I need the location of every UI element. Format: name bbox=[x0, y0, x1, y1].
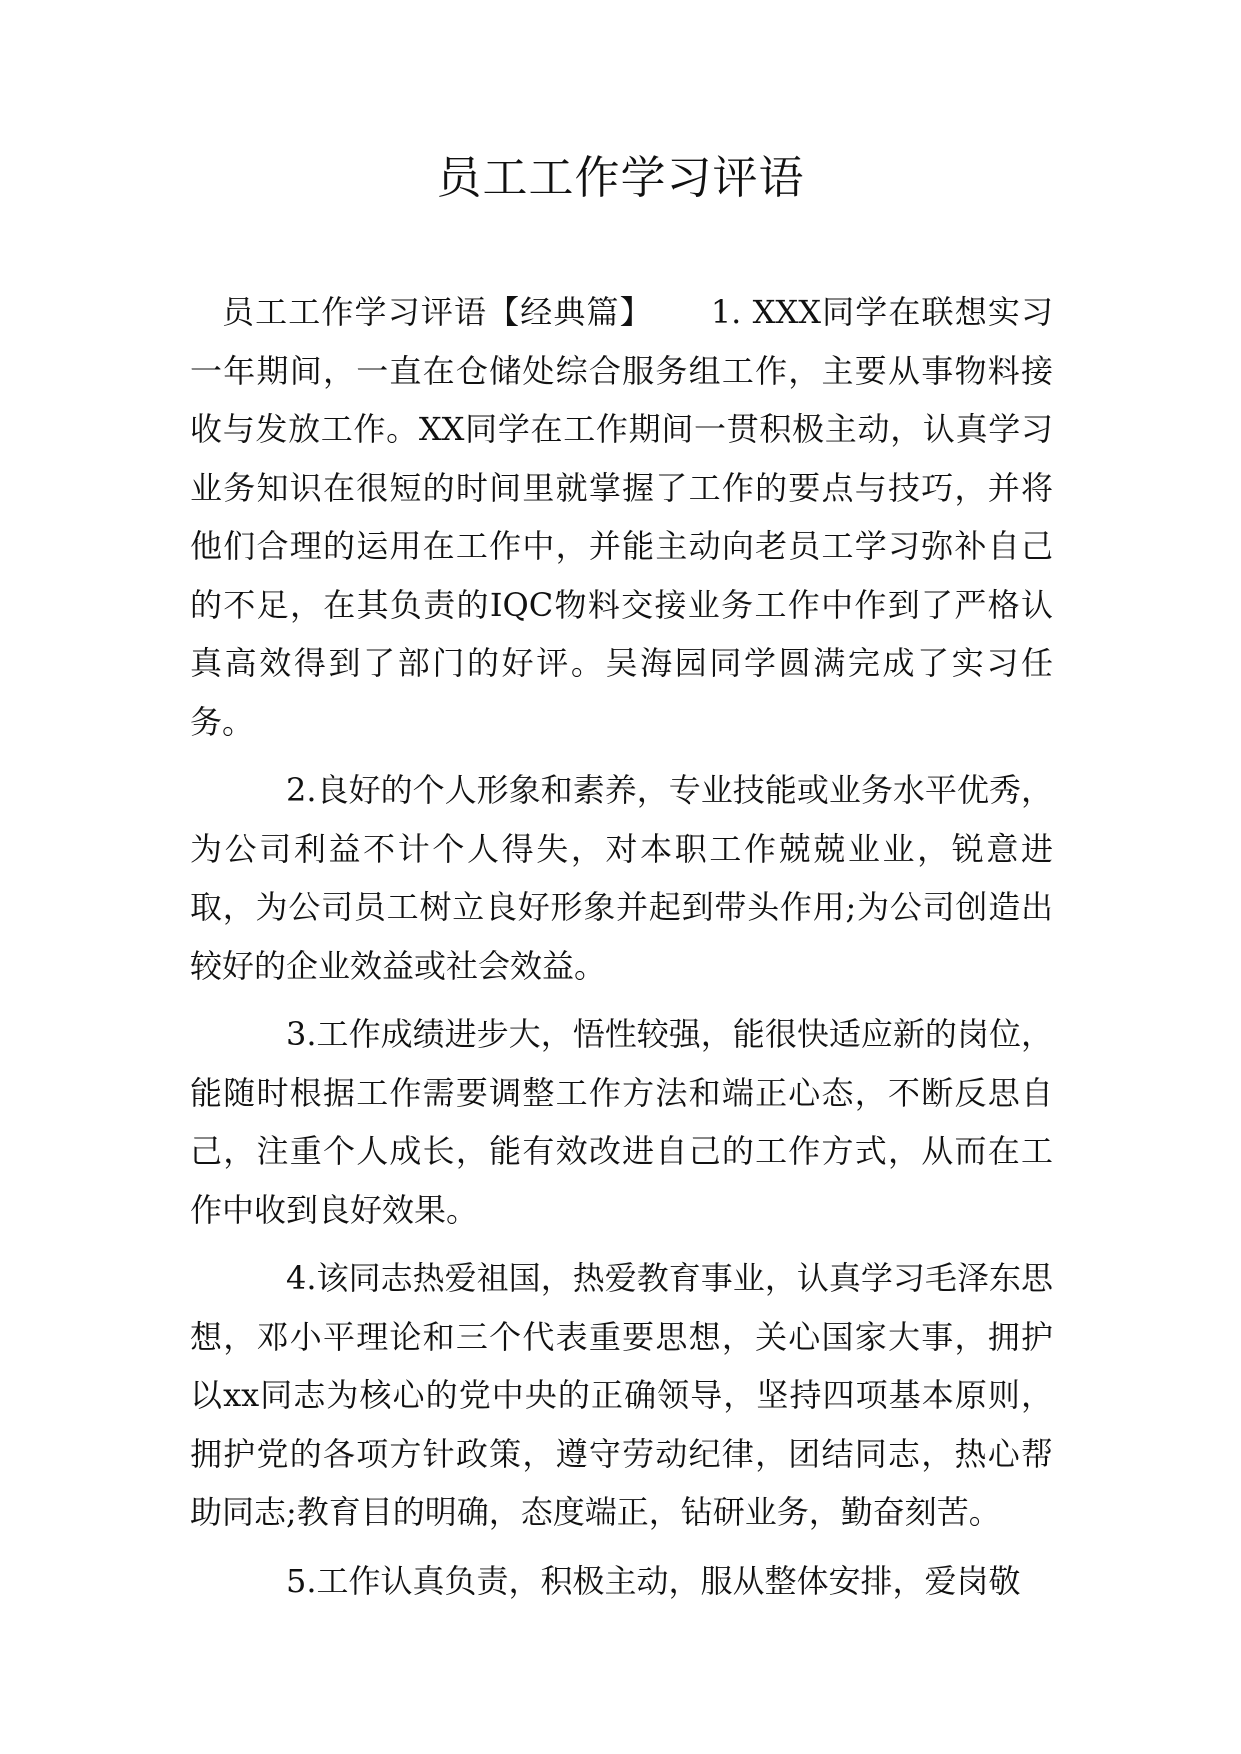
intro-text: 1. XXX同学在联想实习一年期间，一直在仓储处综合服务组工作，主要从事物料接收与发放工作。XX同学在工作期间一贯积极主动，认真学习业务知识在很短的时间里就掌握了工作的要点与技巧，并将他们合理的运用在工作中，并能主动向老员工学习弥补自己的不足，在其负责的IQC物料交接业务工作中作到了严格认真高效得到了部门的好评。吴海园同学圆满完成了实习任务。 bbox=[190, 293, 1053, 741]
paragraph-2: 2.良好的个人形象和素养，专业技能或业务水平优秀，为公司利益不计个人得失，对本职工作兢兢业业，锐意进取，为公司员工树立良好形象并起到带头作用;为公司创造出较好的企业效益或社会效益。 bbox=[190, 771, 1053, 985]
document-title: 员工工作学习评语 bbox=[436, 151, 805, 204]
paragraph-3: 3.工作成绩进步大，悟性较强，能很快适应新的岗位，能随时根据工作需要调整工作方法和端正心态，不断反思自己，注重个人成长，能有效改进自己的工作方式，从而在工作中收到良好效果。 bbox=[190, 1015, 1053, 1229]
intro-heading: 员工工作学习评语【经典篇】 bbox=[222, 293, 653, 331]
document-body bbox=[190, 283, 1053, 1610]
paragraph-5: 5.工作认真负责，积极主动，服从整体安排，爱岗敬 bbox=[286, 1561, 1021, 1600]
paragraph-4: 4.该同志热爱祖国，热爱教育事业，认真学习毛泽东思想，邓小平理论和三个代表重要思想，关心国家大事，拥护以xx同志为核心的党中央的正确领导，坚持四项基本原则，拥护党的各项方针政策，遵守劳动纪律，团结同志，热心帮助同志;教育目的明确，态度端正，钻研业务，勤奋刻苦。 bbox=[190, 1259, 1053, 1531]
intro-paragraph bbox=[190, 283, 1053, 751]
